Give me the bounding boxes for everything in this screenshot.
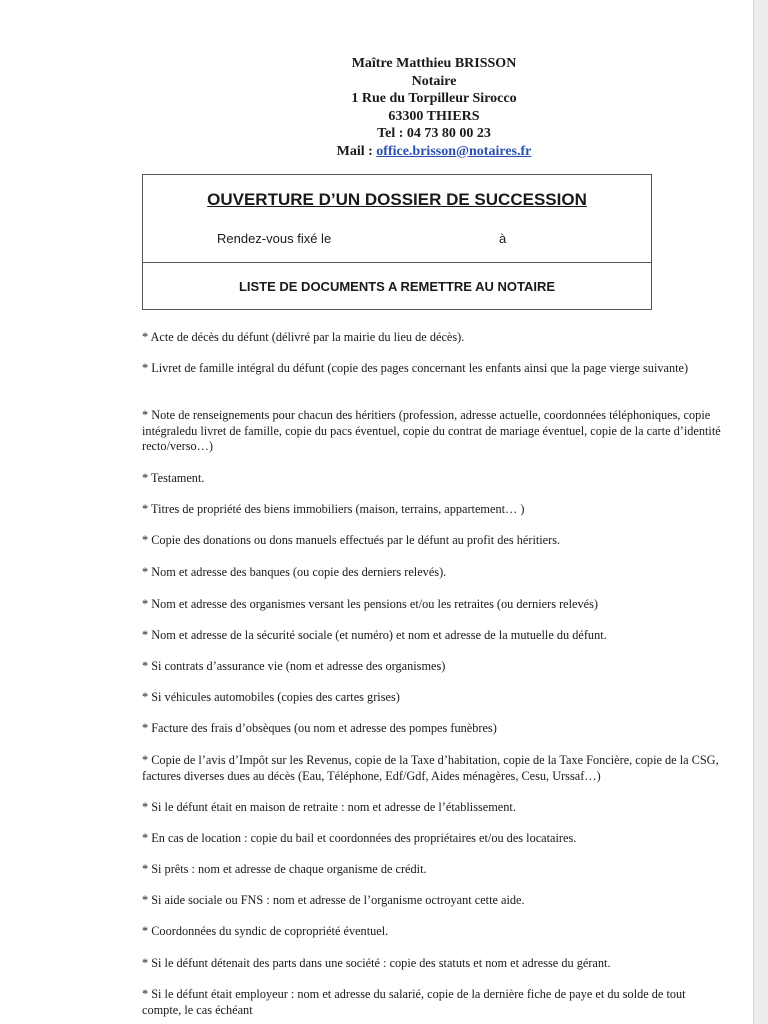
list-item: * Si prêts : nom et adresse de chaque organisme de crédit. (142, 862, 427, 876)
mail-label: Mail : (336, 143, 377, 159)
document-title: OUVERTURE D’UN DOSSIER DE SUCCESSION (207, 190, 587, 209)
list-item: * Facture des frais d’obsèques (ou nom et adresse des pompes funèbres) (142, 721, 497, 735)
list-item: * Si le défunt était employeur : nom et adresse du salarié, copie de la dernière fiche de paye et du solde de tout compte, le cas échéant (142, 987, 686, 1017)
list-item: * Si le défunt détenait des parts dans une société : copie des statuts et nom et adresse du gérant. (142, 956, 611, 970)
list-item: * Si véhicules automobiles (copies des cartes grises) (142, 690, 400, 704)
list-item: * Titres de propriété des biens immobiliers (maison, terrains, appartement… ) (142, 502, 525, 516)
list-item: * Acte de décès du défunt (délivré par la mairie du lieu de décès). (142, 330, 465, 344)
list-item: * Nom et adresse des banques (ou copie des derniers relevés). (142, 565, 447, 579)
list-item: * Nom et adresse de la sécurité sociale (et numéro) et nom et adresse de la mutuelle du défunt. (142, 628, 607, 642)
list-item: * Si aide sociale ou FNS : nom et adresse de l’organisme octroyant cette aide. (142, 893, 525, 907)
list-item: * Coordonnées du syndic de copropriété éventuel. (142, 924, 389, 938)
list-item: * En cas de location : copie du bail et coordonnées des propriétaires et/ou des locataires. (142, 831, 577, 845)
address-city: 63300 THIERS (388, 108, 480, 124)
phone: Tel : 04 73 80 00 23 (377, 126, 491, 141)
box-divider (143, 262, 651, 263)
list-item: * Copie de l’avis d’Impôt sur les Revenus, copie de la Taxe d’habitation, copie de la Taxe Foncière, copie de la CSG, factures diverses dues au décès (Eau, Téléphone, Edf/Gdf, Aides ménagères, Cesu, Urssaf…) (142, 753, 719, 783)
title-box (142, 174, 652, 310)
mail-line (0, 143, 768, 161)
address-street: 1 Rue du Torpilleur Sirocco (351, 91, 517, 106)
notary-name: Maître Matthieu BRISSON (351, 56, 517, 71)
appointment-label: Rendez-vous fixé le (217, 231, 332, 246)
mail-link[interactable]: office.brisson@notaires.fr (376, 143, 532, 159)
list-item: * Testament. (142, 471, 205, 485)
list-item: * Livret de famille intégral du défunt (copie des pages concernant les enfants ainsi que la page vierge suivante) (142, 361, 689, 375)
list-item: * Si contrats d’assurance vie (nom et adresse des organismes) (142, 659, 446, 673)
list-item: * Note de renseignements pour chacun des héritiers (profession, adresse actuelle, coordonnées téléphoniques, copie intégraledu livret de famille, copie du pacs éventuel, copie du contrat de mariage éventuel, copie de la carte d’identité recto/verso…) (142, 408, 721, 453)
list-item: * Copie des donations ou dons manuels effectués par le défunt au profit des héritiers. (142, 533, 561, 547)
list-item: * Nom et adresse des organismes versant les pensions et/ou les retraites (ou derniers relevés) (142, 597, 598, 611)
list-heading: LISTE DE DOCUMENTS A REMETTRE AU NOTAIRE (238, 279, 556, 294)
list-item: * Si le défunt était en maison de retraite : nom et adresse de l’établissement. (142, 800, 516, 814)
appointment-time-label: à (499, 231, 507, 246)
letterhead (0, 55, 768, 160)
notary-title: Notaire (411, 73, 457, 89)
